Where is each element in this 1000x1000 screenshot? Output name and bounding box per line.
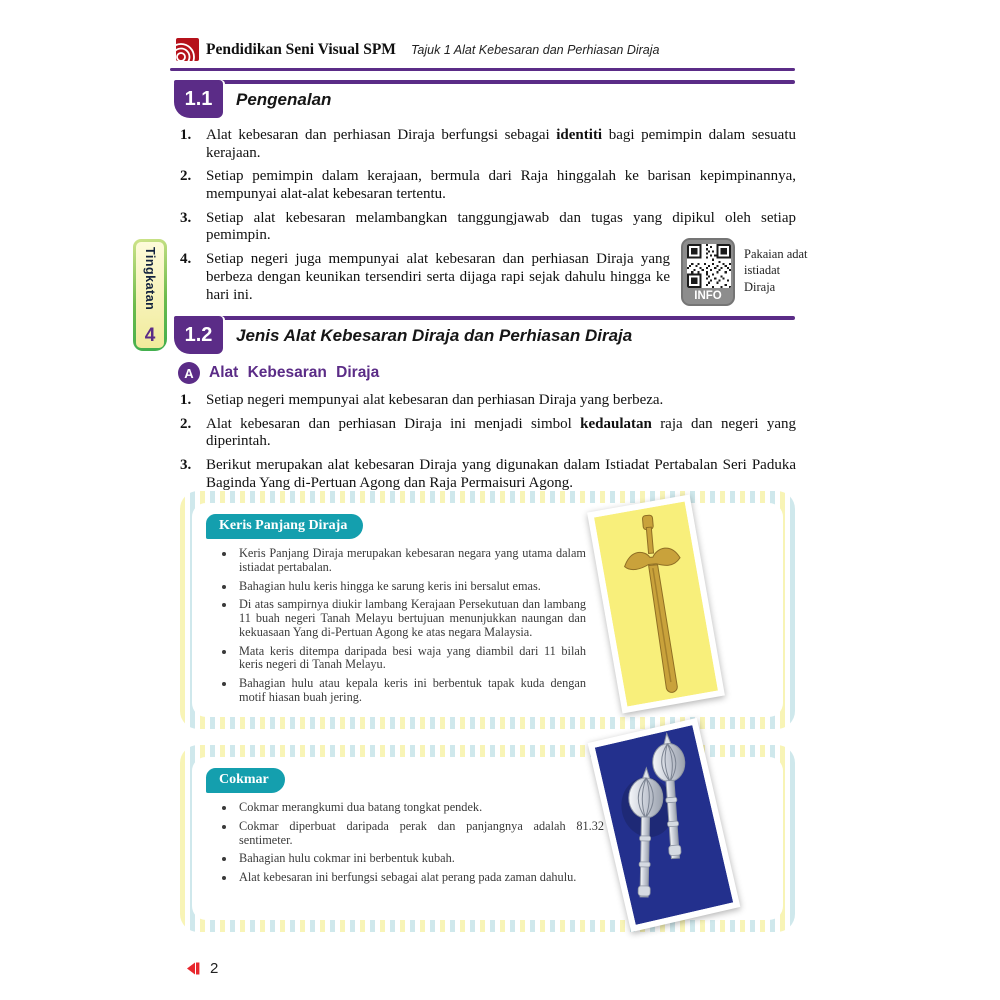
subsection-a-list [180, 392, 796, 498]
item-number: 2. [180, 415, 192, 432]
page-number: 2 [210, 960, 219, 977]
item-number: 1. [180, 392, 192, 408]
subsection-letter-badge: A [178, 362, 200, 384]
section-rule [174, 80, 795, 84]
item-text-segment: bagi pemimpin dalam sesuatu kerajaan. [206, 127, 796, 161]
section-1-2-header [174, 316, 795, 356]
info-qr-block [681, 238, 810, 306]
item-text-segment: Alat kebesaran dan perhiasan Diraja berfungsi sebagai [206, 127, 557, 143]
item-text-segment: raja dan negeri yang diperintah. [206, 415, 796, 450]
page-footer [184, 960, 218, 977]
item-number: 2. [180, 168, 192, 185]
tingkatan-tab [133, 239, 167, 351]
bullet-item: • Bahagian hulu keris hingga ke sarung keris ini bersalut emas. [236, 580, 586, 594]
item-text: Setiap negeri juga mempunyai alat kebesaran dan perhiasan Diraja yang berbeza dengan keunikan tersendiri serta dijaga rapi sejak dahulu hingga ke hari ini. [206, 251, 670, 303]
bullet-item: • Keris Panjang Diraja merupakan kebesaran negara yang utama dalam istiadat pertabalan. [236, 547, 586, 575]
item-text: Berikut merupakan alat kebesaran Diraja yang digunakan dalam Istiadat Pertabalan Seri Paduka Baginda Yang di-Pertuan Agong dan Raja Permaisuri Agong. [206, 457, 796, 491]
item-number: 3. [180, 209, 192, 226]
section-title: Pengenalan [236, 90, 332, 109]
info-label: INFO [694, 290, 722, 302]
item-text-segment: Alat kebesaran dan perhiasan Diraja ini menjadi simbol [206, 415, 581, 432]
tingkatan-number: 4 [144, 325, 156, 347]
list-item [180, 457, 796, 492]
item-text: Setiap alat kebesaran melambangkan tanggungjawab dan tugas yang dipikul oleh setiap pemimpin. [206, 209, 796, 244]
bullet-item: • Mata keris ditempa daripada besi waja yang diambil dari 11 bilah keris negeri di Tanah Melayu. [236, 645, 586, 673]
header-divider [170, 68, 795, 71]
item-text: Setiap pemimpin dalam kerajaan, bermula dari Raja hinggalah ke barisan kepimpinannya, mempunyai alat-alat kebesaran tertentu. [206, 168, 796, 203]
cokmar-bullet-list [236, 801, 604, 885]
qr-code-icon [687, 244, 731, 288]
item-number: 3. [180, 457, 192, 474]
bullet-item: • Di atas sampirnya diukir lambang Kerajaan Persekutuan dan lambang 11 buah negeri Tanah Melayu bertujuan menunjukkan naungan dan kekuasaan Yang di-Pertuan Agong ke atas negara Malaysia. [236, 598, 586, 639]
list-item [180, 127, 796, 162]
tingkatan-tab-inner [136, 242, 164, 348]
page-header [176, 38, 659, 61]
bullet-item: • Bahagian hulu cokmar ini berbentuk kubah. [236, 852, 604, 866]
page-marker-icon [184, 961, 201, 976]
cokmar-card-title: Cokmar [206, 768, 285, 793]
keris-card-title: Keris Panjang Diraja [206, 514, 363, 539]
chapter-subtitle: Tajuk 1 Alat Kebesaran dan Perhiasan Diraja [410, 42, 660, 57]
item-text-bold: kedaulatan [580, 415, 652, 432]
bullet-item: • Cokmar diperbuat daripada perak dan panjangnya adalah 81.32 sentimeter. [236, 820, 604, 848]
item-number: 4. [180, 251, 192, 268]
info-badge [681, 238, 735, 306]
bullet-item: • Cokmar merangkumi dua batang tongkat pendek. [236, 801, 604, 815]
info-caption: Pakaian adat istiadat Diraja [744, 247, 808, 294]
section-number-badge: 1.1 [174, 80, 223, 118]
keris-bullet-list [236, 547, 586, 705]
section-title: Jenis Alat Kebesaran Diraja dan Perhiasan Diraja [236, 326, 633, 345]
subsection-a-heading [178, 362, 379, 384]
item-text-bold: identiti [556, 127, 603, 143]
bullet-item: • Bahagian hulu atau kepala keris ini berbentuk tapak kuda dengan motif hiasan buah jering. [236, 677, 586, 705]
list-item [180, 168, 796, 203]
item-number: 1. [180, 127, 192, 143]
item-text [206, 127, 796, 162]
bullet-item: • Alat kebesaran ini berfungsi sebagai alat perang pada zaman dahulu. [236, 871, 604, 885]
section-number-badge: 1.2 [174, 316, 223, 354]
list-item [180, 392, 796, 410]
tingkatan-label: Tingkatan [143, 247, 157, 311]
item-text [206, 416, 796, 451]
publisher-logo-icon [176, 38, 199, 61]
list-item [180, 416, 796, 451]
subsection-title: Alat Kebesaran Diraja [209, 364, 380, 381]
book-title: Pendidikan Seni Visual SPM [206, 40, 396, 58]
section-rule [174, 316, 795, 320]
item-text: Setiap negeri mempunyai alat kebesaran dan perhiasan Diraja yang berbeza. [206, 392, 664, 408]
section-1-1-header [174, 80, 795, 120]
